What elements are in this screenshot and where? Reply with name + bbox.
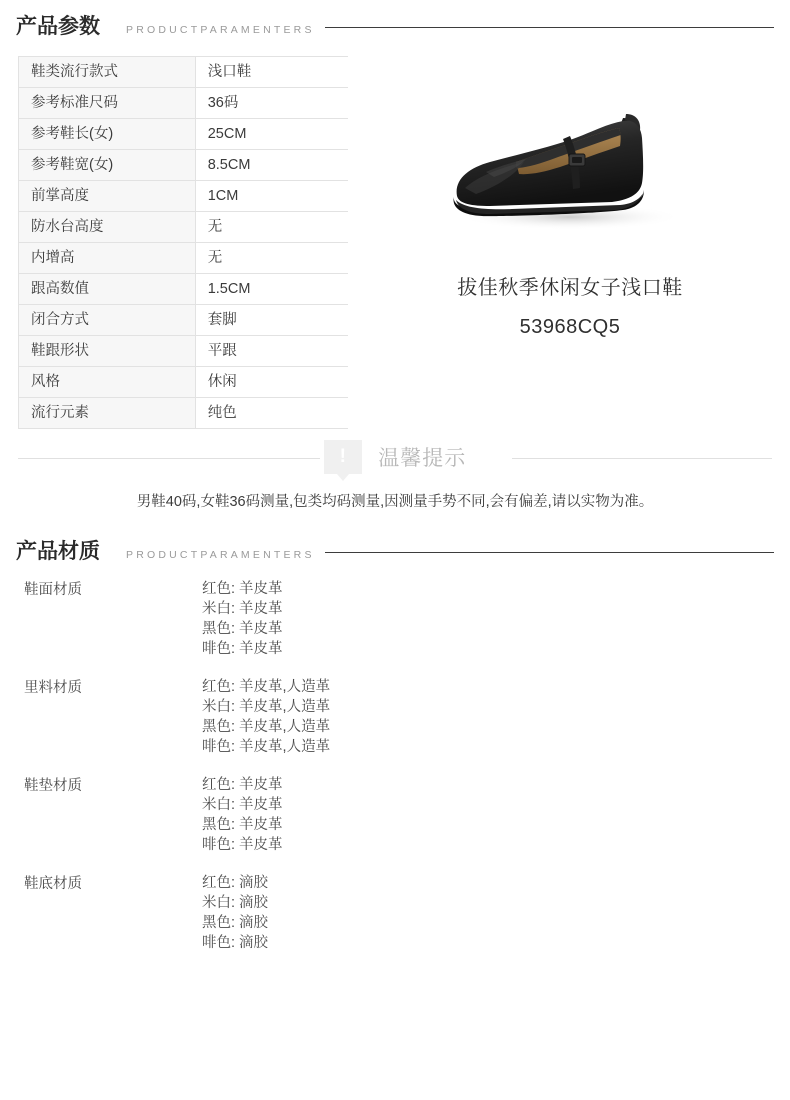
tips-divider-right — [512, 458, 772, 459]
product-parameters-header — [0, 10, 790, 40]
material-value: 黑色: 滴胶 — [202, 915, 269, 931]
product-materials-title: 产品材质 — [16, 540, 100, 563]
material-name: 鞋面材质 — [24, 582, 82, 598]
material-value: 啡色: 羊皮革 — [202, 641, 283, 657]
material-values — [202, 677, 330, 757]
list-item — [24, 873, 790, 953]
spec-label: 流行元素 — [19, 398, 196, 429]
table-row — [19, 398, 348, 429]
material-value: 米白: 羊皮革,人造革 — [202, 699, 331, 715]
material-values — [202, 775, 283, 855]
spec-and-product-area — [0, 56, 790, 426]
product-code: 53968CQ5 — [519, 316, 621, 338]
product-detail-page — [0, 10, 790, 1100]
material-value: 黑色: 羊皮革 — [202, 817, 283, 833]
table-row — [19, 336, 348, 367]
list-item — [24, 677, 790, 757]
table-row — [19, 367, 348, 398]
material-value: 米白: 羊皮革 — [202, 797, 283, 813]
exclamation-glyph: ! — [339, 446, 346, 467]
table-row — [19, 150, 348, 181]
material-value: 红色: 羊皮革 — [202, 581, 283, 597]
material-value: 米白: 滴胶 — [202, 895, 269, 911]
material-values — [202, 579, 283, 659]
material-name: 鞋底材质 — [24, 876, 82, 892]
materials-list — [0, 579, 790, 953]
list-item — [24, 579, 790, 659]
spec-value: 25CM — [195, 119, 347, 150]
spec-table — [18, 56, 348, 429]
spec-value: 无 — [195, 243, 347, 274]
list-item — [24, 775, 790, 855]
material-value: 啡色: 羊皮革,人造革 — [202, 739, 331, 755]
material-name: 里料材质 — [24, 680, 82, 696]
spec-label: 参考鞋宽(女) — [19, 150, 196, 181]
material-value: 红色: 羊皮革,人造革 — [202, 679, 331, 695]
spec-value: 休闲 — [195, 367, 347, 398]
warm-tips-headline — [0, 440, 790, 476]
table-row — [19, 57, 348, 88]
product-showcase — [370, 56, 770, 339]
spec-label: 鞋类流行款式 — [19, 57, 196, 88]
material-value: 红色: 滴胶 — [202, 875, 269, 891]
warm-tips-section — [0, 440, 790, 511]
product-title: 拔佳秋季休闲女子浅口鞋 — [457, 277, 683, 299]
spec-value: 1CM — [195, 181, 347, 212]
spec-label: 风格 — [19, 367, 196, 398]
header-divider-line — [325, 27, 774, 28]
tips-divider-left — [18, 458, 320, 459]
material-value: 米白: 羊皮革 — [202, 601, 283, 617]
product-materials-subtitle: PRODUCTPARAMENTERS — [126, 549, 315, 561]
spec-label: 闭合方式 — [19, 305, 196, 336]
spec-value: 8.5CM — [195, 150, 347, 181]
spec-value: 平跟 — [195, 336, 347, 367]
table-row — [19, 305, 348, 336]
table-row — [19, 181, 348, 212]
warm-tips-text: 男鞋40码,女鞋36码测量,包类均码测量,因测量手势不同,会有偏差,请以实物为准。 — [136, 494, 654, 510]
material-value: 啡色: 羊皮革 — [202, 837, 283, 853]
spec-label: 参考标准尺码 — [19, 88, 196, 119]
product-parameters-subtitle: PRODUCTPARAMENTERS — [126, 24, 315, 36]
warm-tips-title: 温馨提示 — [378, 447, 467, 470]
exclamation-icon — [324, 440, 362, 474]
spec-label: 鞋跟形状 — [19, 336, 196, 367]
spec-value: 套脚 — [195, 305, 347, 336]
spec-table-body — [19, 57, 348, 429]
table-row — [19, 274, 348, 305]
material-values — [202, 873, 268, 953]
material-value: 黑色: 羊皮革,人造革 — [202, 719, 331, 735]
spec-label: 前掌高度 — [19, 181, 196, 212]
spec-value: 36码 — [195, 88, 347, 119]
spec-label: 防水台高度 — [19, 212, 196, 243]
material-name: 鞋垫材质 — [24, 778, 82, 794]
material-value: 红色: 羊皮革 — [202, 777, 283, 793]
table-row — [19, 119, 348, 150]
spec-value: 浅口鞋 — [195, 57, 347, 88]
shoe-illustration — [420, 76, 720, 256]
spec-value: 1.5CM — [195, 274, 347, 305]
spec-label: 参考鞋长(女) — [19, 119, 196, 150]
table-row — [19, 212, 348, 243]
header-divider-line — [325, 552, 774, 553]
table-row — [19, 88, 348, 119]
product-image — [420, 76, 720, 256]
material-value: 黑色: 羊皮革 — [202, 621, 283, 637]
product-parameters-title: 产品参数 — [16, 15, 100, 38]
table-row — [19, 243, 348, 274]
material-value: 啡色: 滴胶 — [202, 935, 269, 951]
spec-label: 跟高数值 — [19, 274, 196, 305]
spec-value: 纯色 — [195, 398, 347, 429]
spec-label: 内增高 — [19, 243, 196, 274]
spec-value: 无 — [195, 212, 347, 243]
product-materials-header — [0, 535, 790, 565]
